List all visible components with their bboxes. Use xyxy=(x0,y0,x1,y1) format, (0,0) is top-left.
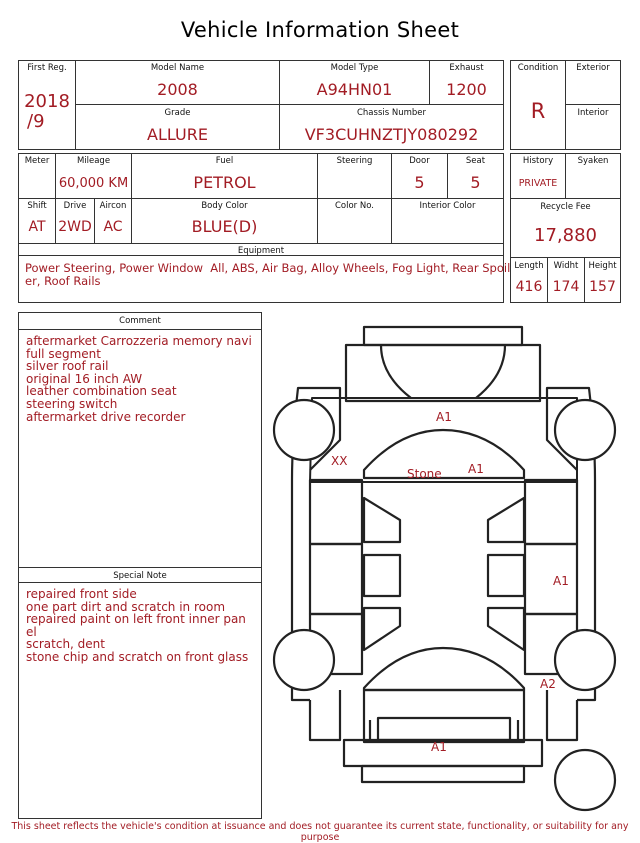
height-label: Height xyxy=(588,261,617,271)
model-type-cell xyxy=(279,60,430,105)
chassis-value: VF3CUHNZTJY080292 xyxy=(304,125,479,144)
front-left-wheel xyxy=(274,400,334,460)
model-type-value: A94HN01 xyxy=(316,80,393,99)
drive-label: Drive xyxy=(63,201,87,211)
equipment-value: Power Steering, Power Window All, ABS, Air Bag, Alloy Wheels, Fog Light, Rear Spoil er, Roof Rails xyxy=(25,261,511,288)
model-name-value: 2008 xyxy=(157,80,198,99)
width-label: Widht xyxy=(553,261,579,271)
syaken-cell xyxy=(565,153,621,199)
grade-cell xyxy=(75,104,280,150)
exterior-cell xyxy=(565,60,621,105)
condition-label: Condition xyxy=(517,63,559,73)
damage-mark-right-door: A1 xyxy=(553,574,569,588)
height-value: 157 xyxy=(589,279,616,295)
interior-color-label: Interior Color xyxy=(419,201,476,211)
comment-text: aftermarket Carrozzeria memory navi full segment silver roof rail original 16 inch AW leather combination seat steering switch aftermarket drive recorder xyxy=(26,334,252,424)
length-label: Length xyxy=(514,261,544,271)
special-note-text: repaired front side one part dirt and scratch in room repaired paint on left front inner pan el scratch, dent stone chip and scratch on front glass xyxy=(26,587,249,664)
equipment-divider xyxy=(18,255,504,256)
seat-label: Seat xyxy=(465,156,486,166)
damage-mark-rear-bumper: A1 xyxy=(431,740,447,754)
history-cell xyxy=(510,153,566,199)
width-cell xyxy=(547,257,585,303)
syaken-label: Syaken xyxy=(577,156,609,166)
special-note-box xyxy=(18,567,262,819)
front-right-wheel xyxy=(555,400,615,460)
rear-left-wheel xyxy=(274,630,334,690)
door-label: Door xyxy=(409,156,430,166)
width-value: 174 xyxy=(552,279,580,295)
interior-label: Interior xyxy=(577,108,609,118)
exhaust-label: Exhaust xyxy=(449,63,484,73)
damage-mark-glass-stone: Stone xyxy=(407,467,442,481)
fuel-cell xyxy=(131,153,318,199)
recycle-fee-cell xyxy=(510,198,621,258)
comment-box xyxy=(18,312,262,568)
body-color-cell xyxy=(131,198,318,244)
chassis-label: Chassis Number xyxy=(356,108,427,118)
aircon-value: AC xyxy=(103,219,123,235)
disclaimer-footer: This sheet reflects the vehicle's condition at issuance and does not guarantee its current state, functionality, or suitability for any purpose xyxy=(11,821,629,843)
condition-value: R xyxy=(530,99,546,123)
mileage-value: 60,000 KM xyxy=(58,176,129,191)
shift-cell xyxy=(18,198,56,244)
first-reg-month: /9 xyxy=(27,111,45,132)
length-cell xyxy=(510,257,548,303)
height-cell xyxy=(584,257,621,303)
color-no-cell xyxy=(317,198,392,244)
interior-cell xyxy=(565,104,621,150)
spare-wheel xyxy=(555,750,615,810)
body-color-label: Body Color xyxy=(201,201,248,211)
door-cell xyxy=(391,153,448,199)
damage-mark-glass: A1 xyxy=(468,462,484,476)
grade-value: ALLURE xyxy=(147,125,208,144)
recycle-fee-label: Recycle Fee xyxy=(540,202,591,212)
meter-cell xyxy=(18,153,56,199)
damage-mark-front-fender: XX xyxy=(331,454,348,468)
door-value: 5 xyxy=(414,173,425,192)
seat-value: 5 xyxy=(470,173,481,192)
drive-cell xyxy=(55,198,95,244)
front-bumper-shape xyxy=(364,327,522,345)
exterior-label: Exterior xyxy=(576,63,610,73)
equipment-cell xyxy=(18,243,511,303)
first-reg-cell xyxy=(18,60,76,150)
comment-label: Comment xyxy=(119,316,161,326)
condition-cell xyxy=(510,60,566,150)
fuel-value: PETROL xyxy=(193,173,256,192)
model-name-cell xyxy=(75,60,280,105)
meter-label: Meter xyxy=(24,156,50,166)
steering-cell xyxy=(317,153,392,199)
mileage-cell xyxy=(55,153,132,199)
drive-value: 2WD xyxy=(58,219,92,235)
car-damage-diagram xyxy=(270,318,630,818)
interior-color-cell xyxy=(391,198,504,244)
model-name-label: Model Name xyxy=(150,63,205,73)
model-type-label: Model Type xyxy=(330,63,379,73)
first-reg-label: First Reg. xyxy=(27,63,67,73)
seat-cell xyxy=(447,153,504,199)
special-note-label: Special Note xyxy=(113,571,167,581)
shift-label: Shift xyxy=(27,201,47,211)
damage-mark-right-rear: A2 xyxy=(540,677,556,691)
exhaust-cell xyxy=(429,60,504,105)
sheet-title: Vehicle Information Sheet xyxy=(180,18,460,42)
chassis-cell xyxy=(279,104,504,150)
exhaust-value: 1200 xyxy=(446,80,487,99)
damage-mark-hood: A1 xyxy=(436,410,452,424)
rear-right-wheel xyxy=(555,630,615,690)
steering-label: Steering xyxy=(336,156,373,166)
aircon-label: Aircon xyxy=(99,201,127,211)
color-no-label: Color No. xyxy=(334,201,374,211)
equipment-label: Equipment xyxy=(237,246,285,256)
grade-label: Grade xyxy=(164,108,191,118)
aircon-cell xyxy=(94,198,132,244)
fuel-label: Fuel xyxy=(215,156,234,166)
length-value: 416 xyxy=(515,279,543,295)
mileage-label: Mileage xyxy=(76,156,111,166)
body-color-value: BLUE(D) xyxy=(191,217,258,236)
first-reg-year: 2018 xyxy=(24,91,70,112)
recycle-fee-value: 17,880 xyxy=(534,225,597,246)
history-label: History xyxy=(522,156,554,166)
shift-value: AT xyxy=(28,219,46,235)
front-glass-shape xyxy=(364,430,524,478)
history-value: PRIVATE xyxy=(518,178,558,189)
